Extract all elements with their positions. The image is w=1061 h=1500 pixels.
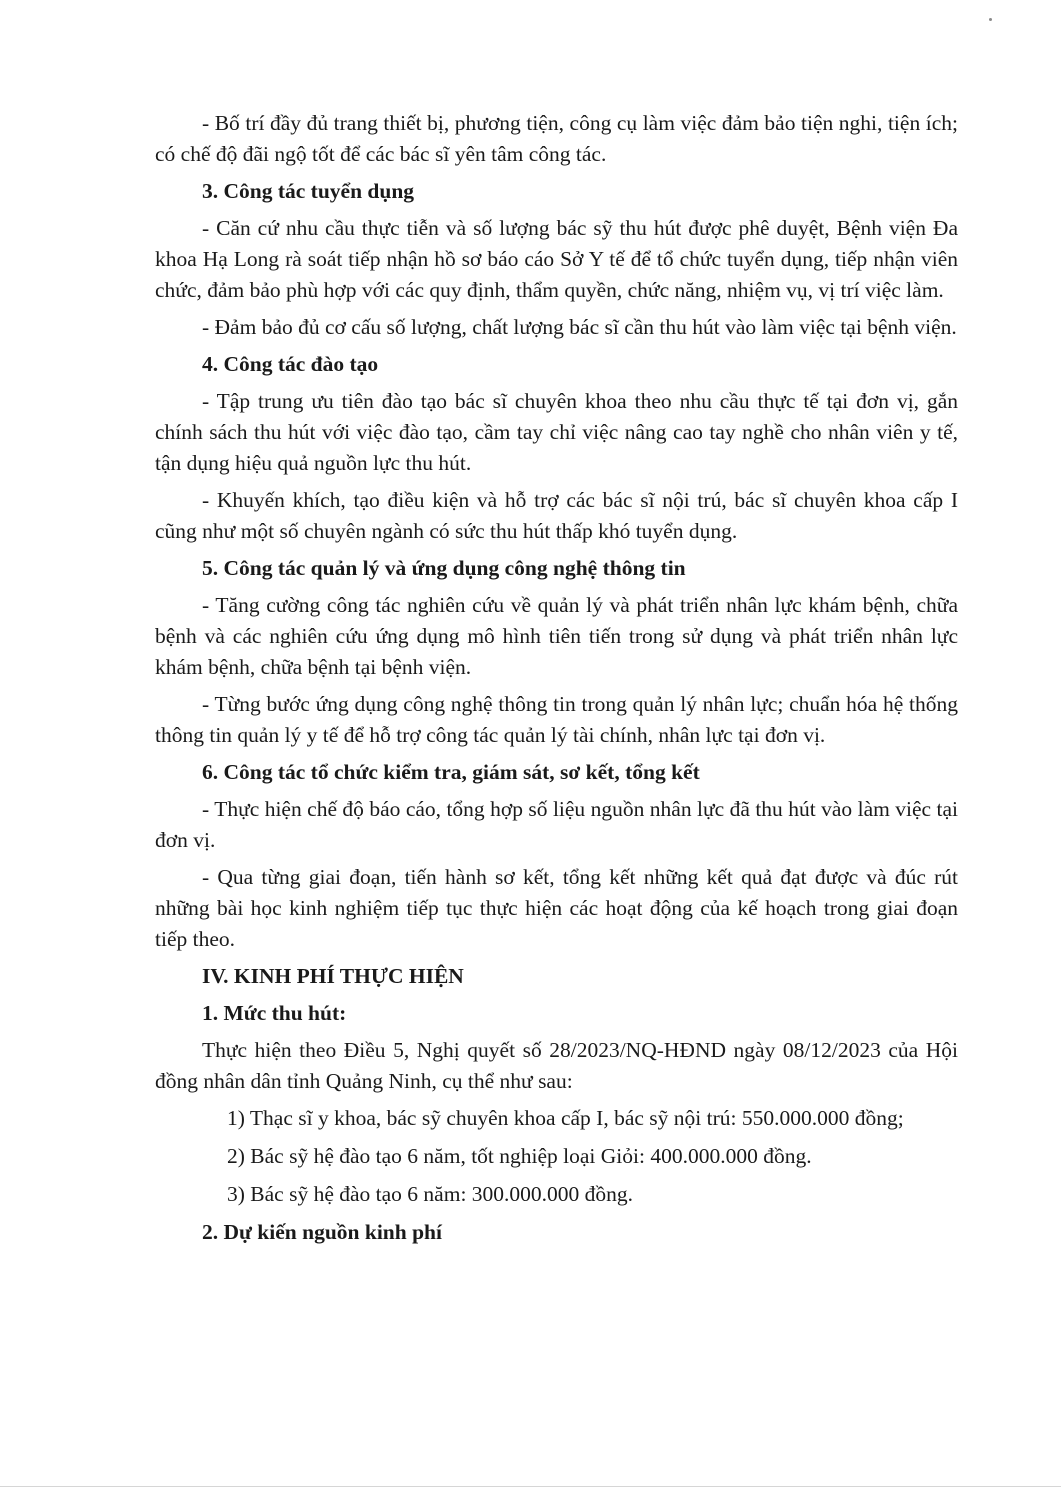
heading-inspection: 6. Công tác tổ chức kiểm tra, giám sát, sơ kết, tổng kết [202,760,700,784]
paragraph-training-priority: - Tập trung ưu tiên đào tạo bác sĩ chuyên khoa theo nhu cầu thực tế tại đơn vị, gắn chính sách thu hút với việc đào tạo, cầm tay chỉ việc nâng cao tay nghề cho nhân viên y tế, tận dụng hiệu quả nguồn lực thu hút. [155,389,958,475]
paragraph-recruitment-basis: - Căn cứ nhu cầu thực tiễn và số lượng bác sỹ thu hút được phê duyệt, Bệnh viện Đa khoa Hạ Long rà soát tiếp nhận hồ sơ báo cáo Sở Y tế để tổ chức tuyển dụng, tiếp nhận viên chức, đảm bảo phù hợp với các quy định, thẩm quyền, chức năng, nhiệm vụ, vị trí việc làm. [155,216,958,302]
heading-funding-source: 2. Dự kiến nguồn kinh phí [202,1220,442,1244]
heading-recruitment: 3. Công tác tuyển dụng [202,179,415,203]
paragraph-equipment: - Bố trí đầy đủ trang thiết bị, phương tiện, công cụ làm việc đảm bảo tiện nghi, tiện ích; có chế độ đãi ngộ tốt để các bác sĩ yên tâm công tác. [155,111,958,166]
paragraph-recruitment-structure: - Đảm bảo đủ cơ cấu số lượng, chất lượng bác sĩ cần thu hút vào làm việc tại bệnh viện. [202,315,957,339]
document-page [155,108,958,1254]
scan-bottom-edge [0,1486,1061,1487]
heading-attraction-level: 1. Mức thu hút: [202,1001,347,1025]
paragraph-management-it: - Từng bước ứng dụng công nghệ thông tin trong quản lý nhân lực; chuẩn hóa hệ thống thông tin quản lý y tế để hỗ trợ công tác quản lý tài chính, nhân lực tại đơn vị. [155,692,958,747]
paragraph-attraction-basis: Thực hiện theo Điều 5, Nghị quyết số 28/2023/NQ-HĐND ngày 08/12/2023 của Hội đồng nhân dân tỉnh Quảng Ninh, cụ thể như sau: [155,1038,958,1093]
list-item: 3) Bác sỹ hệ đào tạo 6 năm: 300.000.000 đồng. [227,1182,634,1206]
scan-speck [989,18,992,21]
heading-management-it: 5. Công tác quản lý và ứng dụng công nghệ thông tin [202,556,686,580]
heading-funding: IV. KINH PHÍ THỰC HIỆN [202,964,464,988]
list-item: 1) Thạc sĩ y khoa, bác sỹ chuyên khoa cấp I, bác sỹ nội trú: 550.000.000 đồng; [227,1106,904,1130]
paragraph-inspection-review: - Qua từng giai đoạn, tiến hành sơ kết, tổng kết những kết quả đạt được và đúc rút những bài học kinh nghiệm tiếp tục thực hiện các hoạt động của kế hoạch trong giai đoạn tiếp theo. [155,865,958,951]
list-item: 2) Bác sỹ hệ đào tạo 6 năm, tốt nghiệp loại Giỏi: 400.000.000 đồng. [227,1144,812,1168]
heading-training: 4. Công tác đào tạo [202,352,379,376]
paragraph-management-research: - Tăng cường công tác nghiên cứu về quản lý và phát triển nhân lực khám bệnh, chữa bệnh và các nghiên cứu ứng dụng mô hình tiên tiến trong sử dụng và phát triển nhân lực khám bệnh, chữa bệnh tại bệnh viện. [155,593,958,679]
paragraph-inspection-report: - Thực hiện chế độ báo cáo, tổng hợp số liệu nguồn nhân lực đã thu hút vào làm việc tại đơn vị. [155,797,958,852]
paragraph-training-encourage: - Khuyến khích, tạo điều kiện và hỗ trợ các bác sĩ nội trú, bác sĩ chuyên khoa cấp I cũng như một số chuyên ngành có sức thu hút thấp khó tuyển dụng. [155,488,958,543]
